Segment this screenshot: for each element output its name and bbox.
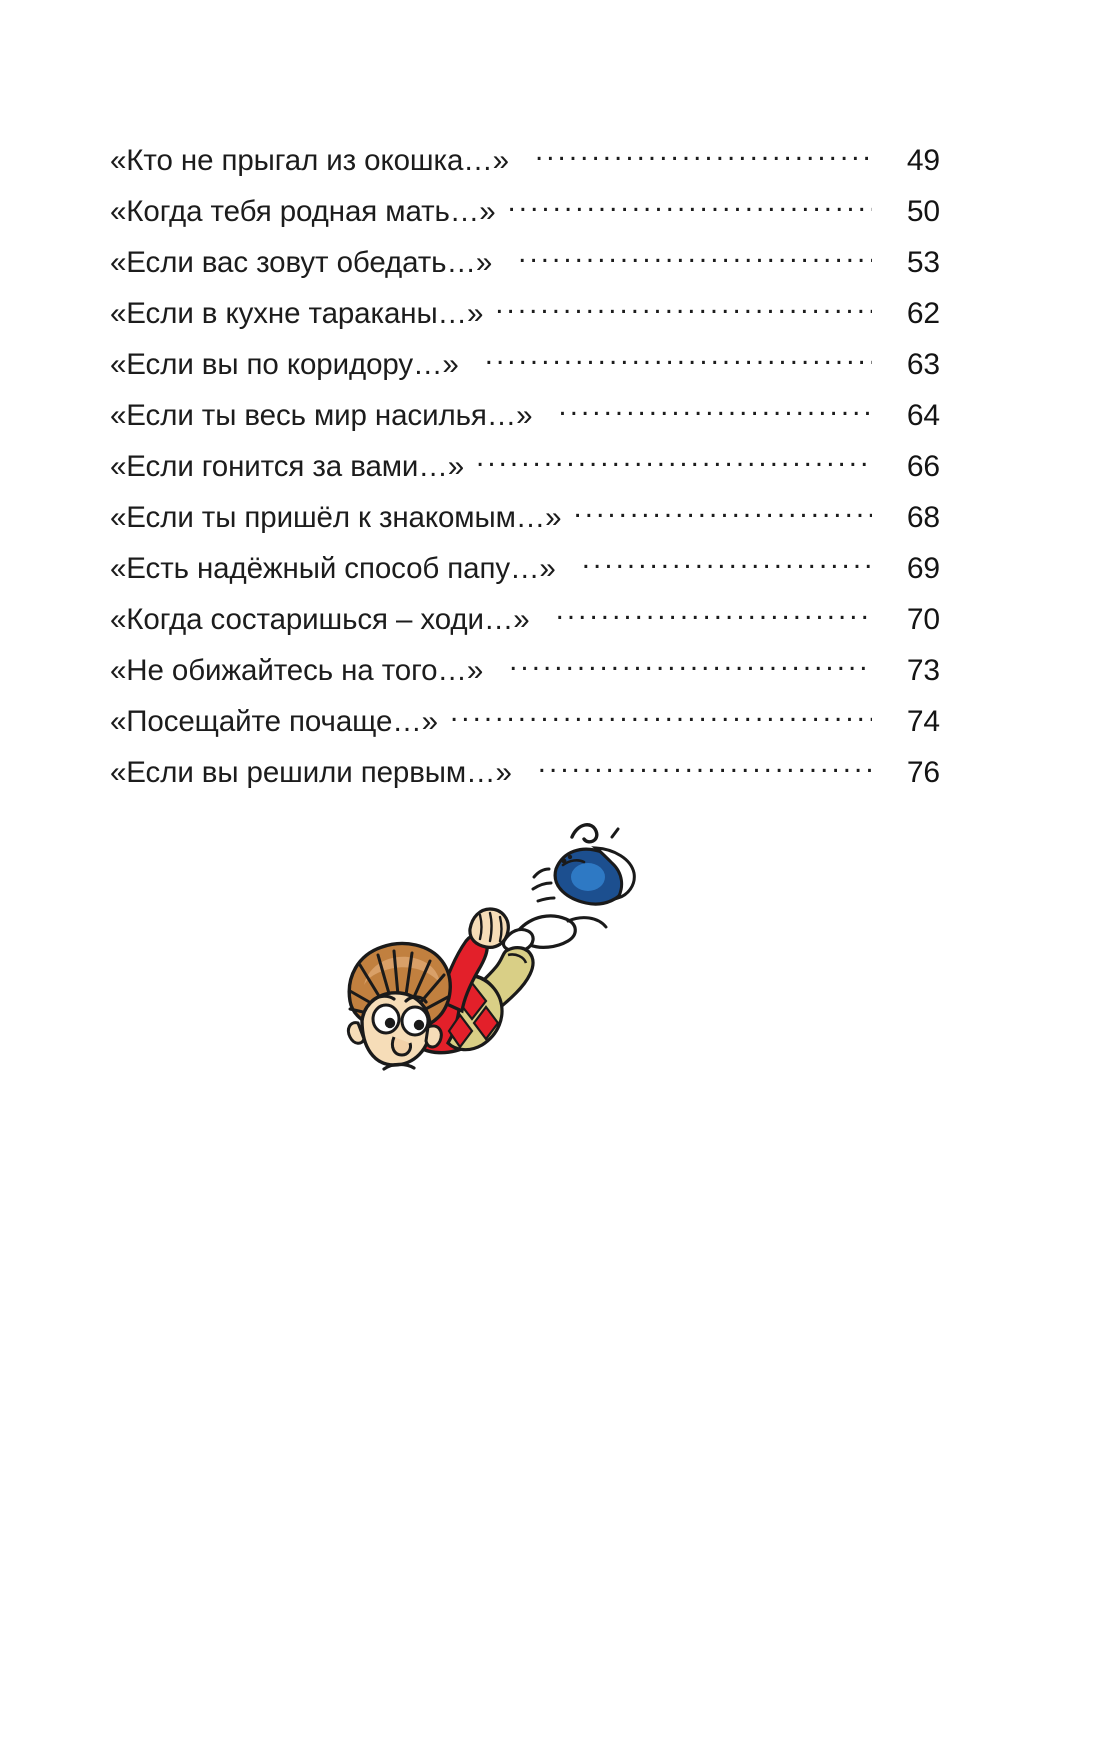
boy-falling-with-flying-sneaker-illustration xyxy=(320,815,650,1090)
toc-entry-title: «Посещайте почаще…» xyxy=(110,704,438,738)
toc-dot-leader xyxy=(582,548,872,578)
toc-entry[interactable] xyxy=(110,446,940,497)
toc-entry-title: «Есть надёжный способ папу…» xyxy=(110,551,556,585)
toc-entry[interactable] xyxy=(110,497,940,548)
toc-entry-page-number: 73 xyxy=(906,653,940,687)
toc-entry-page-number: 76 xyxy=(906,755,940,789)
toc-entry-page-number: 74 xyxy=(906,704,940,738)
toc-entry-title: «Кто не прыгал из окошка…» xyxy=(110,143,509,177)
toc-entry-title: «Не обижайтесь на того…» xyxy=(110,653,484,687)
toc-entry-title: «Если гонится за вами…» xyxy=(110,449,465,483)
toc-dot-leader xyxy=(450,701,872,731)
toc-entry-page-number: 66 xyxy=(906,449,940,483)
table-of-contents xyxy=(110,140,940,803)
toc-dot-leader xyxy=(538,752,872,782)
toc-entry-page-number: 64 xyxy=(906,398,940,432)
toc-entry[interactable] xyxy=(110,242,940,293)
toc-entry-page-number: 68 xyxy=(906,500,940,534)
toc-entry[interactable] xyxy=(110,752,940,803)
toc-entry[interactable] xyxy=(110,191,940,242)
toc-entry[interactable] xyxy=(110,650,940,701)
toc-entry-page-number: 70 xyxy=(906,602,940,636)
toc-dot-leader xyxy=(518,242,872,272)
toc-entry-title: «Если ты пришёл к знакомым…» xyxy=(110,500,562,534)
toc-entry[interactable] xyxy=(110,701,940,752)
toc-entry[interactable] xyxy=(110,293,940,344)
toc-dot-leader xyxy=(495,293,872,323)
toc-dot-leader xyxy=(535,140,872,170)
toc-entry[interactable] xyxy=(110,344,940,395)
toc-entry[interactable] xyxy=(110,140,940,191)
bare-foot-and-sock xyxy=(503,916,606,951)
toc-dot-leader xyxy=(556,599,872,629)
toc-entry-title: «Когда тебя родная мать…» xyxy=(110,194,496,228)
toc-entry-title: «Если ты весь мир насилья…» xyxy=(110,398,533,432)
toc-dot-leader xyxy=(485,344,872,374)
toc-entry-title: «Если вы по коридору…» xyxy=(110,347,459,381)
toc-dot-leader xyxy=(476,446,872,476)
toc-entry-title: «Если вы решили первым…» xyxy=(110,755,512,789)
toc-entry-title: «Если в кухне тараканы…» xyxy=(110,296,484,330)
toc-entry-page-number: 69 xyxy=(906,551,940,585)
toc-entry-page-number: 49 xyxy=(906,143,940,177)
toc-entry[interactable] xyxy=(110,599,940,650)
toc-entry-page-number: 50 xyxy=(906,194,940,228)
toc-dot-leader xyxy=(508,191,873,221)
toc-entry[interactable] xyxy=(110,548,940,599)
toc-entry[interactable] xyxy=(110,395,940,446)
flying-sneaker-icon xyxy=(533,825,634,904)
toc-entry-page-number: 62 xyxy=(906,296,940,330)
toc-entry-page-number: 63 xyxy=(906,347,940,381)
toc-dot-leader xyxy=(509,650,872,680)
toc-entry-title: «Когда состаришься – ходи…» xyxy=(110,602,530,636)
toc-entry-title: «Если вас зовут обедать…» xyxy=(110,245,493,279)
toc-dot-leader xyxy=(573,497,872,527)
toc-entry-page-number: 53 xyxy=(906,245,940,279)
toc-dot-leader xyxy=(558,395,872,425)
